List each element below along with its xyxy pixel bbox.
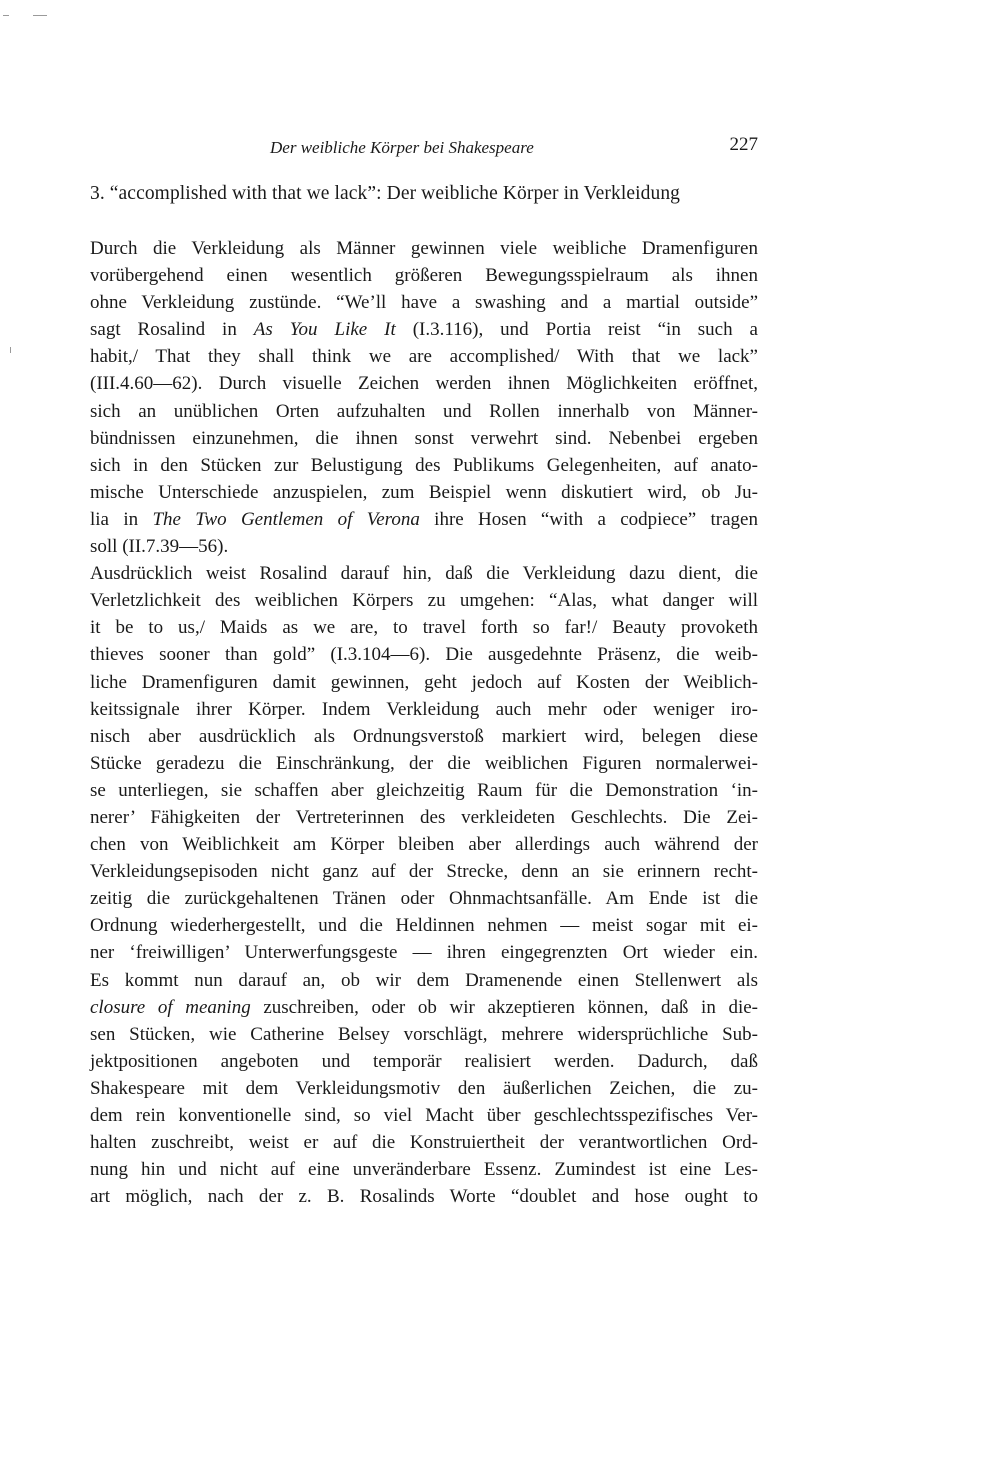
text-line: nisch aber ausdrücklich als Ordnungsverstoß markiert wird, belegen diese bbox=[90, 725, 758, 747]
text-line: halten zuschreibt, weist er auf die Konstruiertheit der verantwortlichen Ord- bbox=[90, 1132, 758, 1154]
text-line: Ausdrücklich weist Rosalind darauf hin, daß die Verkleidung dazu dient, die bbox=[90, 563, 758, 585]
text-line: se unterliegen, sie schaffen aber gleichzeitig Raum für die Demonstration ‘in- bbox=[90, 779, 758, 801]
text-line: jektpositionen angeboten und temporär realisiert werden. Dadurch, daß bbox=[90, 1050, 758, 1072]
text-line: liche Dramenfiguren damit gewinnen, geht jedoch auf Kosten der Weiblich- bbox=[90, 671, 758, 693]
text-line: keitssignale ihrer Körper. Indem Verkleidung auch mehr oder weniger iro- bbox=[90, 698, 758, 720]
text-line: Es kommt nun darauf an, ob wir dem Dramenende einen Stellenwert als bbox=[90, 969, 758, 991]
text-line: vorübergehend einen wesentlich größeren Bewegungsspielraum als ihnen bbox=[90, 265, 758, 287]
running-head-title: Der weibliche Körper bei Shakespeare bbox=[270, 138, 534, 157]
text-line: chen von Weiblichkeit am Körper bleiben aber allerdings auch während der bbox=[90, 834, 758, 856]
scan-mark bbox=[10, 347, 11, 353]
text-line: Ordnung wiederhergestellt, und die Heldinnen nehmen — meist sogar mit ei- bbox=[90, 915, 758, 937]
section-heading: 3. “accomplished with that we lack”: Der weibliche Körper in Verkleidung bbox=[90, 183, 681, 204]
text-line: sich in den Stücken zur Belustigung des Publikums Gelegenheiten, auf anato- bbox=[90, 454, 758, 476]
text-line: soll (II.7.39—56). bbox=[90, 536, 229, 558]
text-line: sagt Rosalind in As You Like It (I.3.116), und Portia reist “in such a bbox=[90, 319, 758, 341]
text-line: thieves sooner than gold” (I.3.104—6). Die ausgedehnte Präsenz, die weib- bbox=[90, 644, 758, 666]
text-line: nerer’ Fähigkeiten der Vertreterinnen des verkleideten Geschlechts. Die Zei- bbox=[90, 806, 758, 828]
text-line: bündnissen einzunehmen, die ihnen sonst verwehrt sind. Nebenbei ergeben bbox=[90, 427, 758, 449]
text-line: ohne Verkleidung zustünde. “We’ll have a swashing and a martial outside” bbox=[90, 292, 758, 314]
text-line: dem rein konventionelle sind, so viel Macht über geschlechtsspezifisches Ver- bbox=[90, 1105, 758, 1126]
body-text bbox=[90, 235, 758, 1210]
text-line: Durch die Verkleidung als Männer gewinnen viele weibliche Dramenfiguren bbox=[90, 238, 758, 259]
text-line: (III.4.60—62). Durch visuelle Zeichen werden ihnen Möglichkeiten eröffnet, bbox=[90, 373, 758, 395]
text-line: mische Unterschiede anzuspielen, zum Beispiel wenn diskutiert wird, ob Ju- bbox=[90, 481, 758, 503]
text-line: lia in The Two Gentlemen of Verona ihre Hosen “with a codpiece” tragen bbox=[90, 508, 758, 530]
text-line: Verkleidungsepisoden nicht ganz auf der Strecke, denn an sie erinnern recht- bbox=[90, 861, 758, 883]
page-number: 227 bbox=[729, 134, 758, 155]
text-line: sen Stücken, wie Catherine Belsey vorschlägt, mehrere widersprüchliche Sub- bbox=[90, 1023, 758, 1045]
italic-title: As You Like It bbox=[253, 319, 396, 341]
scan-mark bbox=[33, 15, 47, 16]
scan-mark bbox=[3, 15, 9, 16]
italic-title: closure of meaning bbox=[90, 996, 251, 1018]
text-line: art möglich, nach der z. B. Rosalinds Worte “doublet and hose ought to bbox=[90, 1186, 758, 1208]
text-line: Stücke geradezu die Einschränkung, der die weiblichen Figuren normalerwei- bbox=[90, 752, 758, 774]
text-line: ner ‘freiwilligen’ Unterwerfungsgeste — ihren eingegrenzten Ort wieder ein. bbox=[90, 942, 758, 964]
text-line: sich an unüblichen Orten aufzuhalten und Rollen innerhalb von Männer- bbox=[90, 400, 758, 422]
text-line: Shakespeare mit dem Verkleidungsmotiv den äußerlichen Zeichen, die zu- bbox=[90, 1077, 758, 1099]
italic-title: The Two Gentlemen of Verona bbox=[152, 508, 420, 530]
text-line: it be to us,/ Maids as we are, to travel forth so far!/ Beauty provoketh bbox=[90, 617, 758, 639]
text-line: habit,/ That they shall think we are accomplished/ With that we lack” bbox=[90, 346, 758, 368]
text-line: nung hin und nicht auf eine unveränderbare Essenz. Zumindest ist eine Les- bbox=[90, 1159, 758, 1181]
text-line: closure of meaning zuschreiben, oder ob wir akzeptieren können, daß in die- bbox=[90, 996, 758, 1018]
text-line: zeitig die zurückgehaltenen Tränen oder Ohnmachtsanfälle. Am Ende ist die bbox=[90, 888, 758, 910]
text-line: Verletzlichkeit des weiblichen Körpers zu umgehen: “Alas, what danger will bbox=[90, 590, 758, 612]
